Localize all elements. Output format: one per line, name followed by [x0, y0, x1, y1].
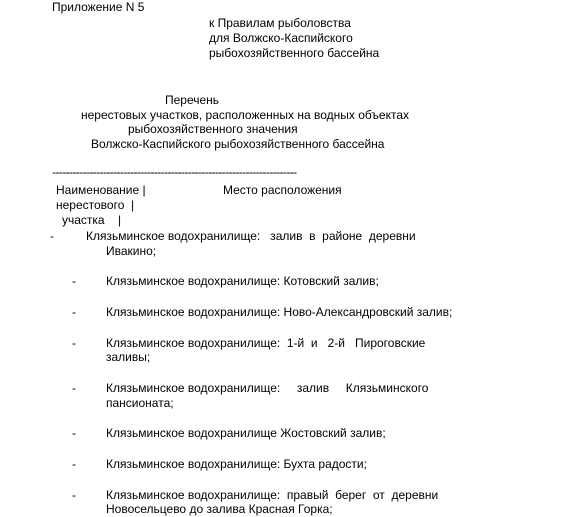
list-item-bullet: - [72, 274, 76, 288]
title-line-2: нерестовых участков, расположенных на водных объектах [81, 108, 410, 122]
list-item-line-1: Клязьминское водохранилище: Бухта радости; [106, 457, 367, 471]
column-header-name-line-3: участка | [62, 213, 122, 227]
table-rule: ------------------------------------------------------------------------ [52, 165, 297, 179]
list-item-line-1: Клязьминское водохранилище: Ново-Александровский залив; [106, 305, 453, 319]
list-item-line-1: Клязьминское водохранилище Жостовский залив; [106, 426, 386, 440]
title-line-4: Волжско-Каспийского рыбохозяйственного бассейна [91, 137, 385, 151]
list-item-bullet: - [72, 336, 76, 350]
column-header-name-line-1: Наименование | [56, 183, 146, 197]
list-item-bullet: - [72, 381, 76, 395]
list-item-bullet: - [72, 305, 76, 319]
reference-line-2: для Волжско-Каспийского [209, 31, 353, 45]
list-item-line-2: пансионата; [106, 396, 174, 410]
list-item-line-1: Клязьминское водохранилище: Котовский залив; [106, 274, 379, 288]
list-item-line-1: Клязьминское водохранилище: 1-й и 2-й Пироговские [106, 336, 426, 350]
title-line-3: рыбохозяйственного значения [128, 122, 298, 136]
list-item-line-1: Клязьминское водохранилище: правый берег от деревни [106, 488, 439, 502]
list-item-bullet: - [72, 457, 76, 471]
list-item-line-2: Новосельцево до залива Красная Горка; [106, 502, 333, 516]
list-item-line-2: Ивакино; [106, 244, 157, 258]
appendix-number: Приложение N 5 [52, 0, 145, 14]
list-item-bullet: - [50, 229, 54, 243]
list-item-bullet: - [72, 426, 76, 440]
document-title: Перечень [165, 93, 220, 107]
column-header-location: Место расположения [223, 183, 342, 197]
column-header-name-line-2: нерестового | [56, 198, 135, 212]
reference-line-1: к Правилам рыболовства [209, 16, 351, 30]
list-item-line-1: Клязьминское водохранилище: залив Клязьминского [106, 381, 429, 395]
list-item-line-1: Клязьминское водохранилище: залив в районе деревни [86, 229, 416, 243]
reference-line-3: рыбохозяйственного бассейна [209, 46, 380, 60]
list-item-line-2: заливы; [106, 350, 151, 364]
list-item-bullet: - [72, 488, 76, 502]
